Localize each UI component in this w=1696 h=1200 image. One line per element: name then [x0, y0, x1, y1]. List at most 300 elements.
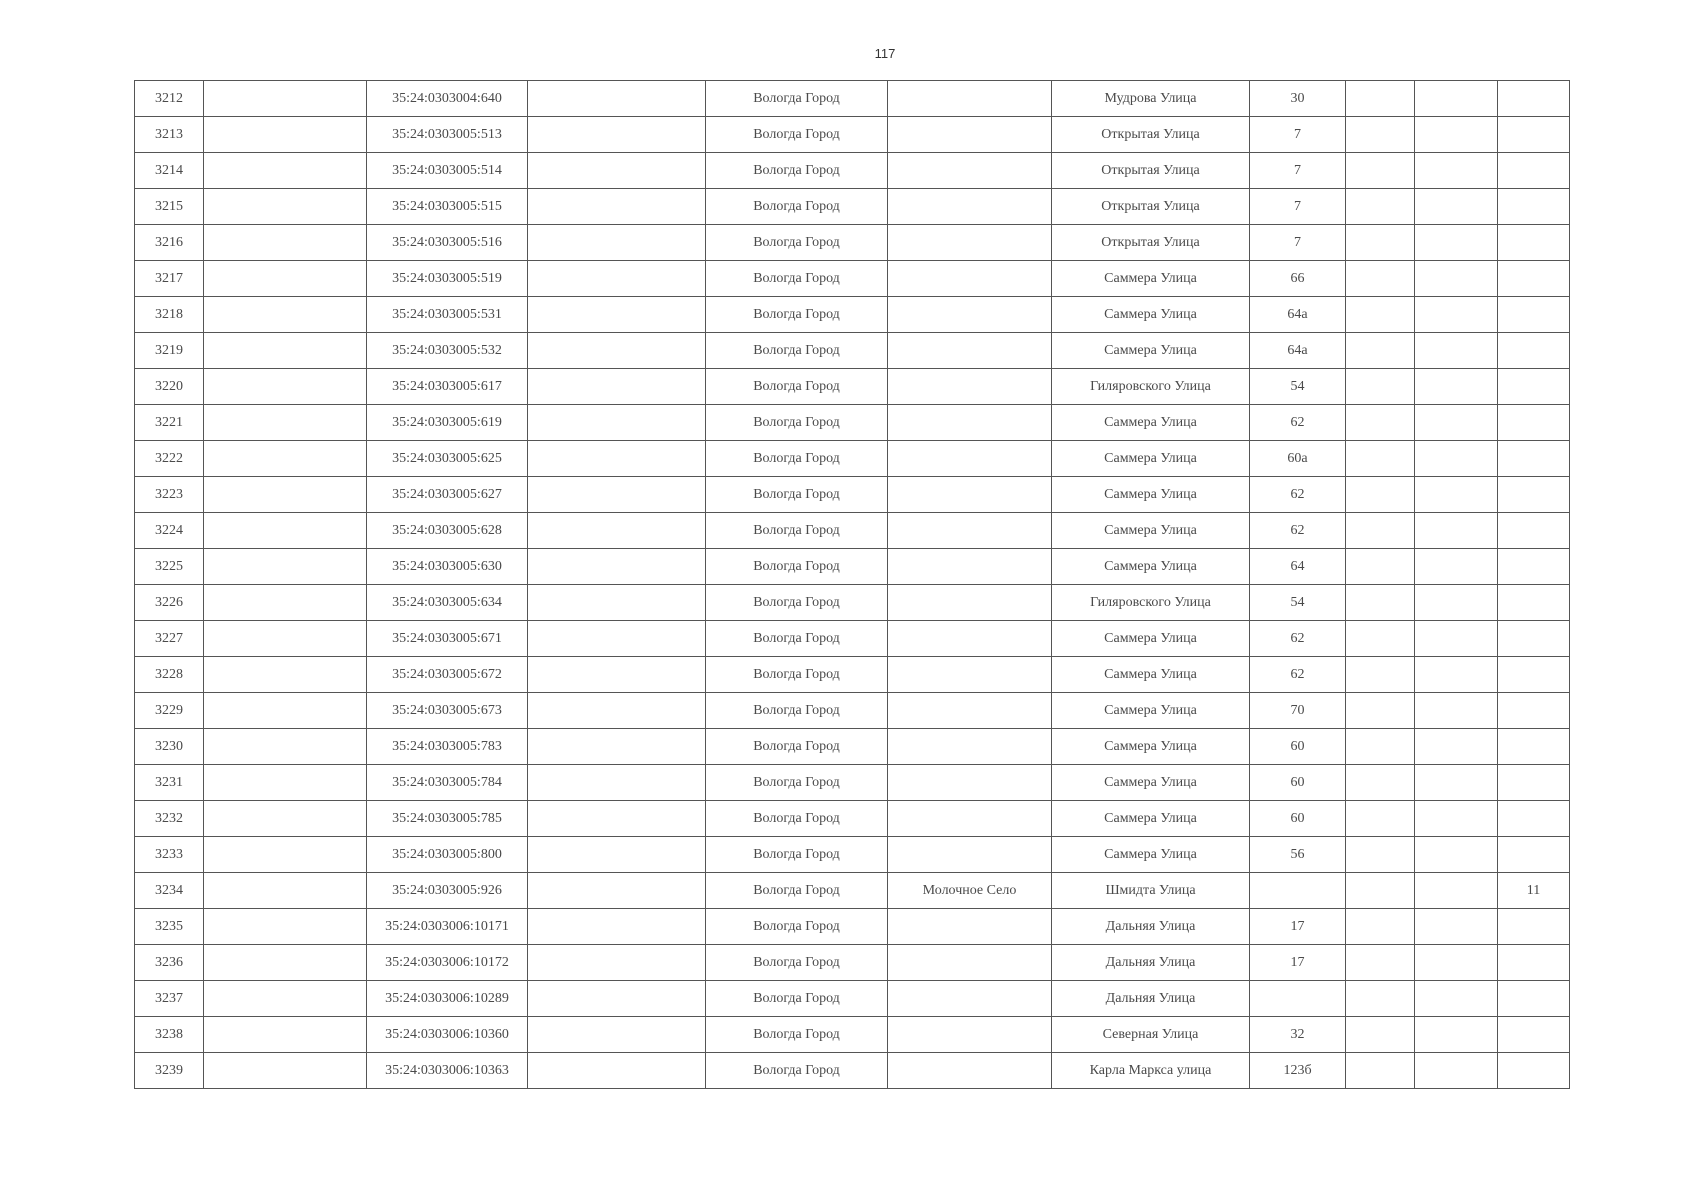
- house-number-cell: 54: [1250, 369, 1346, 405]
- extra-number-cell: 11: [1498, 873, 1570, 909]
- locality-cell: [888, 657, 1052, 693]
- city-cell: Вологда Город: [706, 909, 888, 945]
- city-cell: Вологда Город: [706, 837, 888, 873]
- extra-number-cell: [1498, 621, 1570, 657]
- table-row: [135, 621, 1570, 657]
- row-number-cell: 3231: [135, 765, 204, 801]
- empty-cell-d: [528, 261, 706, 297]
- empty-cell-b: [204, 117, 367, 153]
- cadastral-number-cell: 35:24:0303006:10360: [367, 1017, 528, 1053]
- street-cell: Саммера Улица: [1052, 261, 1250, 297]
- city-cell: Вологда Город: [706, 81, 888, 117]
- extra-number-cell: [1498, 189, 1570, 225]
- extra-number-cell: [1498, 981, 1570, 1017]
- cadastral-number-cell: 35:24:0303005:619: [367, 405, 528, 441]
- empty-cell-j: [1415, 909, 1498, 945]
- empty-cell-d: [528, 621, 706, 657]
- empty-cell-i: [1346, 477, 1415, 513]
- cadastral-number-cell: 35:24:0303005:531: [367, 297, 528, 333]
- house-number-cell: 17: [1250, 945, 1346, 981]
- empty-cell-b: [204, 297, 367, 333]
- empty-cell-b: [204, 945, 367, 981]
- table-row: [135, 153, 1570, 189]
- row-number-cell: 3217: [135, 261, 204, 297]
- cadastral-number-cell: 35:24:0303005:926: [367, 873, 528, 909]
- row-number-cell: 3225: [135, 549, 204, 585]
- locality-cell: [888, 1053, 1052, 1089]
- street-cell: Открытая Улица: [1052, 153, 1250, 189]
- city-cell: Вологда Город: [706, 1053, 888, 1089]
- house-number-cell: 62: [1250, 657, 1346, 693]
- city-cell: Вологда Город: [706, 981, 888, 1017]
- empty-cell-j: [1415, 585, 1498, 621]
- city-cell: Вологда Город: [706, 441, 888, 477]
- empty-cell-j: [1415, 729, 1498, 765]
- empty-cell-d: [528, 369, 706, 405]
- empty-cell-i: [1346, 333, 1415, 369]
- empty-cell-i: [1346, 225, 1415, 261]
- empty-cell-b: [204, 225, 367, 261]
- city-cell: Вологда Город: [706, 621, 888, 657]
- cadastral-number-cell: 35:24:0303005:627: [367, 477, 528, 513]
- row-number-cell: 3237: [135, 981, 204, 1017]
- empty-cell-d: [528, 873, 706, 909]
- empty-cell-j: [1415, 369, 1498, 405]
- extra-number-cell: [1498, 297, 1570, 333]
- locality-cell: [888, 513, 1052, 549]
- street-cell: Саммера Улица: [1052, 549, 1250, 585]
- city-cell: Вологда Город: [706, 549, 888, 585]
- extra-number-cell: [1498, 1017, 1570, 1053]
- empty-cell-j: [1415, 117, 1498, 153]
- empty-cell-d: [528, 297, 706, 333]
- empty-cell-d: [528, 117, 706, 153]
- street-cell: Саммера Улица: [1052, 405, 1250, 441]
- locality-cell: [888, 837, 1052, 873]
- row-number-cell: 3214: [135, 153, 204, 189]
- city-cell: Вологда Город: [706, 261, 888, 297]
- empty-cell-i: [1346, 873, 1415, 909]
- city-cell: Вологда Город: [706, 585, 888, 621]
- empty-cell-d: [528, 81, 706, 117]
- table-row: [135, 801, 1570, 837]
- empty-cell-d: [528, 477, 706, 513]
- extra-number-cell: [1498, 585, 1570, 621]
- locality-cell: Молочное Село: [888, 873, 1052, 909]
- city-cell: Вологда Город: [706, 801, 888, 837]
- table-row: [135, 81, 1570, 117]
- city-cell: Вологда Город: [706, 189, 888, 225]
- street-cell: Саммера Улица: [1052, 801, 1250, 837]
- cadastral-number-cell: 35:24:0303006:10172: [367, 945, 528, 981]
- locality-cell: [888, 909, 1052, 945]
- empty-cell-b: [204, 549, 367, 585]
- empty-cell-d: [528, 729, 706, 765]
- table-row: [135, 1053, 1570, 1089]
- street-cell: Открытая Улица: [1052, 225, 1250, 261]
- extra-number-cell: [1498, 549, 1570, 585]
- locality-cell: [888, 297, 1052, 333]
- cadastral-number-cell: 35:24:0303005:515: [367, 189, 528, 225]
- street-cell: Саммера Улица: [1052, 837, 1250, 873]
- row-number-cell: 3229: [135, 693, 204, 729]
- city-cell: Вологда Город: [706, 945, 888, 981]
- empty-cell-i: [1346, 837, 1415, 873]
- empty-cell-d: [528, 189, 706, 225]
- cadastral-number-cell: 35:24:0303005:785: [367, 801, 528, 837]
- empty-cell-b: [204, 1053, 367, 1089]
- row-number-cell: 3213: [135, 117, 204, 153]
- street-cell: Дальняя Улица: [1052, 909, 1250, 945]
- empty-cell-i: [1346, 621, 1415, 657]
- row-number-cell: 3221: [135, 405, 204, 441]
- row-number-cell: 3227: [135, 621, 204, 657]
- city-cell: Вологда Город: [706, 693, 888, 729]
- house-number-cell: 17: [1250, 909, 1346, 945]
- house-number-cell: 32: [1250, 1017, 1346, 1053]
- table-row: [135, 945, 1570, 981]
- house-number-cell: 62: [1250, 513, 1346, 549]
- empty-cell-d: [528, 1017, 706, 1053]
- empty-cell-b: [204, 729, 367, 765]
- house-number-cell: 7: [1250, 225, 1346, 261]
- cadastral-number-cell: 35:24:0303005:514: [367, 153, 528, 189]
- extra-number-cell: [1498, 441, 1570, 477]
- extra-number-cell: [1498, 1053, 1570, 1089]
- cadastral-number-cell: 35:24:0303005:671: [367, 621, 528, 657]
- cadastral-number-cell: 35:24:0303005:628: [367, 513, 528, 549]
- extra-number-cell: [1498, 945, 1570, 981]
- table-row: [135, 261, 1570, 297]
- street-cell: Саммера Улица: [1052, 729, 1250, 765]
- extra-number-cell: [1498, 657, 1570, 693]
- empty-cell-b: [204, 837, 367, 873]
- row-number-cell: 3218: [135, 297, 204, 333]
- empty-cell-j: [1415, 693, 1498, 729]
- table-row: [135, 981, 1570, 1017]
- row-number-cell: 3236: [135, 945, 204, 981]
- extra-number-cell: [1498, 693, 1570, 729]
- extra-number-cell: [1498, 225, 1570, 261]
- cadastral-number-cell: 35:24:0303005:532: [367, 333, 528, 369]
- empty-cell-b: [204, 657, 367, 693]
- empty-cell-b: [204, 441, 367, 477]
- locality-cell: [888, 585, 1052, 621]
- house-number-cell: 66: [1250, 261, 1346, 297]
- empty-cell-d: [528, 837, 706, 873]
- city-cell: Вологда Город: [706, 333, 888, 369]
- empty-cell-j: [1415, 189, 1498, 225]
- city-cell: Вологда Город: [706, 1017, 888, 1053]
- cadastral-number-cell: 35:24:0303005:673: [367, 693, 528, 729]
- house-number-cell: 54: [1250, 585, 1346, 621]
- registry-table: [134, 80, 1570, 1089]
- row-number-cell: 3239: [135, 1053, 204, 1089]
- street-cell: Саммера Улица: [1052, 513, 1250, 549]
- row-number-cell: 3216: [135, 225, 204, 261]
- table-row: [135, 477, 1570, 513]
- locality-cell: [888, 729, 1052, 765]
- row-number-cell: 3220: [135, 369, 204, 405]
- table-row: [135, 837, 1570, 873]
- empty-cell-b: [204, 81, 367, 117]
- street-cell: Саммера Улица: [1052, 765, 1250, 801]
- locality-cell: [888, 261, 1052, 297]
- city-cell: Вологда Город: [706, 405, 888, 441]
- city-cell: Вологда Город: [706, 297, 888, 333]
- empty-cell-j: [1415, 81, 1498, 117]
- table-row: [135, 1017, 1570, 1053]
- cadastral-number-cell: 35:24:0303006:10363: [367, 1053, 528, 1089]
- house-number-cell: 30: [1250, 81, 1346, 117]
- row-number-cell: 3222: [135, 441, 204, 477]
- locality-cell: [888, 945, 1052, 981]
- street-cell: Саммера Улица: [1052, 477, 1250, 513]
- empty-cell-b: [204, 369, 367, 405]
- empty-cell-i: [1346, 801, 1415, 837]
- table-row: [135, 405, 1570, 441]
- extra-number-cell: [1498, 117, 1570, 153]
- extra-number-cell: [1498, 729, 1570, 765]
- house-number-cell: 7: [1250, 153, 1346, 189]
- table-row: [135, 765, 1570, 801]
- house-number-cell: [1250, 981, 1346, 1017]
- empty-cell-i: [1346, 981, 1415, 1017]
- empty-cell-i: [1346, 909, 1415, 945]
- house-number-cell: 7: [1250, 189, 1346, 225]
- empty-cell-d: [528, 585, 706, 621]
- empty-cell-j: [1415, 153, 1498, 189]
- page-number: 117: [874, 46, 896, 61]
- empty-cell-b: [204, 765, 367, 801]
- house-number-cell: 60: [1250, 801, 1346, 837]
- table-row: [135, 333, 1570, 369]
- cadastral-number-cell: 35:24:0303005:519: [367, 261, 528, 297]
- house-number-cell: 62: [1250, 405, 1346, 441]
- empty-cell-i: [1346, 729, 1415, 765]
- empty-cell-d: [528, 225, 706, 261]
- empty-cell-d: [528, 441, 706, 477]
- extra-number-cell: [1498, 405, 1570, 441]
- row-number-cell: 3233: [135, 837, 204, 873]
- empty-cell-j: [1415, 873, 1498, 909]
- empty-cell-i: [1346, 441, 1415, 477]
- street-cell: Северная Улица: [1052, 1017, 1250, 1053]
- empty-cell-i: [1346, 1017, 1415, 1053]
- locality-cell: [888, 477, 1052, 513]
- empty-cell-b: [204, 1017, 367, 1053]
- street-cell: Саммера Улица: [1052, 693, 1250, 729]
- table-row: [135, 693, 1570, 729]
- table-row: [135, 873, 1570, 909]
- empty-cell-j: [1415, 549, 1498, 585]
- table-row: [135, 513, 1570, 549]
- locality-cell: [888, 405, 1052, 441]
- empty-cell-j: [1415, 1017, 1498, 1053]
- city-cell: Вологда Город: [706, 657, 888, 693]
- extra-number-cell: [1498, 153, 1570, 189]
- cadastral-number-cell: 35:24:0303005:784: [367, 765, 528, 801]
- empty-cell-b: [204, 405, 367, 441]
- locality-cell: [888, 765, 1052, 801]
- empty-cell-i: [1346, 657, 1415, 693]
- house-number-cell: 7: [1250, 117, 1346, 153]
- empty-cell-j: [1415, 765, 1498, 801]
- registry-table-body: [135, 81, 1570, 1089]
- empty-cell-i: [1346, 405, 1415, 441]
- row-number-cell: 3224: [135, 513, 204, 549]
- row-number-cell: 3226: [135, 585, 204, 621]
- locality-cell: [888, 621, 1052, 657]
- cadastral-number-cell: 35:24:0303005:513: [367, 117, 528, 153]
- table-row: [135, 729, 1570, 765]
- table-row: [135, 441, 1570, 477]
- extra-number-cell: [1498, 261, 1570, 297]
- city-cell: Вологда Город: [706, 369, 888, 405]
- row-number-cell: 3215: [135, 189, 204, 225]
- house-number-cell: 64: [1250, 549, 1346, 585]
- row-number-cell: 3212: [135, 81, 204, 117]
- empty-cell-d: [528, 801, 706, 837]
- empty-cell-j: [1415, 837, 1498, 873]
- street-cell: Саммера Улица: [1052, 441, 1250, 477]
- cadastral-number-cell: 35:24:0303005:625: [367, 441, 528, 477]
- cadastral-number-cell: 35:24:0303005:617: [367, 369, 528, 405]
- city-cell: Вологда Город: [706, 117, 888, 153]
- cadastral-number-cell: 35:24:0303004:640: [367, 81, 528, 117]
- empty-cell-i: [1346, 1053, 1415, 1089]
- empty-cell-d: [528, 981, 706, 1017]
- row-number-cell: 3232: [135, 801, 204, 837]
- house-number-cell: 62: [1250, 477, 1346, 513]
- empty-cell-i: [1346, 369, 1415, 405]
- street-cell: Саммера Улица: [1052, 297, 1250, 333]
- empty-cell-d: [528, 765, 706, 801]
- row-number-cell: 3238: [135, 1017, 204, 1053]
- empty-cell-j: [1415, 297, 1498, 333]
- empty-cell-j: [1415, 981, 1498, 1017]
- empty-cell-b: [204, 189, 367, 225]
- empty-cell-i: [1346, 549, 1415, 585]
- locality-cell: [888, 1017, 1052, 1053]
- empty-cell-d: [528, 693, 706, 729]
- city-cell: Вологда Город: [706, 873, 888, 909]
- empty-cell-d: [528, 153, 706, 189]
- empty-cell-b: [204, 801, 367, 837]
- empty-cell-j: [1415, 441, 1498, 477]
- empty-cell-i: [1346, 261, 1415, 297]
- empty-cell-b: [204, 477, 367, 513]
- empty-cell-b: [204, 873, 367, 909]
- locality-cell: [888, 981, 1052, 1017]
- empty-cell-d: [528, 657, 706, 693]
- locality-cell: [888, 693, 1052, 729]
- empty-cell-i: [1346, 117, 1415, 153]
- extra-number-cell: [1498, 765, 1570, 801]
- empty-cell-i: [1346, 945, 1415, 981]
- empty-cell-j: [1415, 333, 1498, 369]
- street-cell: Карла Маркса улица: [1052, 1053, 1250, 1089]
- empty-cell-b: [204, 621, 367, 657]
- cadastral-number-cell: 35:24:0303005:800: [367, 837, 528, 873]
- row-number-cell: 3235: [135, 909, 204, 945]
- house-number-cell: 60: [1250, 765, 1346, 801]
- street-cell: Открытая Улица: [1052, 189, 1250, 225]
- empty-cell-j: [1415, 945, 1498, 981]
- table-row: [135, 297, 1570, 333]
- extra-number-cell: [1498, 801, 1570, 837]
- table-row: [135, 225, 1570, 261]
- table-row: [135, 657, 1570, 693]
- city-cell: Вологда Город: [706, 765, 888, 801]
- locality-cell: [888, 441, 1052, 477]
- empty-cell-i: [1346, 693, 1415, 729]
- locality-cell: [888, 225, 1052, 261]
- city-cell: Вологда Город: [706, 153, 888, 189]
- extra-number-cell: [1498, 837, 1570, 873]
- row-number-cell: 3234: [135, 873, 204, 909]
- street-cell: Шмидта Улица: [1052, 873, 1250, 909]
- empty-cell-i: [1346, 513, 1415, 549]
- city-cell: Вологда Город: [706, 513, 888, 549]
- cadastral-number-cell: 35:24:0303005:516: [367, 225, 528, 261]
- street-cell: Саммера Улица: [1052, 657, 1250, 693]
- table-row: [135, 909, 1570, 945]
- cadastral-number-cell: 35:24:0303006:10171: [367, 909, 528, 945]
- table-row: [135, 117, 1570, 153]
- empty-cell-i: [1346, 189, 1415, 225]
- cadastral-number-cell: 35:24:0303006:10289: [367, 981, 528, 1017]
- empty-cell-i: [1346, 765, 1415, 801]
- empty-cell-j: [1415, 513, 1498, 549]
- street-cell: Саммера Улица: [1052, 621, 1250, 657]
- row-number-cell: 3219: [135, 333, 204, 369]
- street-cell: Открытая Улица: [1052, 117, 1250, 153]
- empty-cell-j: [1415, 477, 1498, 513]
- house-number-cell: 70: [1250, 693, 1346, 729]
- house-number-cell: 60а: [1250, 441, 1346, 477]
- street-cell: Саммера Улица: [1052, 333, 1250, 369]
- empty-cell-d: [528, 549, 706, 585]
- street-cell: Гиляровского Улица: [1052, 369, 1250, 405]
- empty-cell-d: [528, 945, 706, 981]
- empty-cell-b: [204, 909, 367, 945]
- empty-cell-b: [204, 513, 367, 549]
- empty-cell-j: [1415, 405, 1498, 441]
- empty-cell-d: [528, 909, 706, 945]
- cadastral-number-cell: 35:24:0303005:672: [367, 657, 528, 693]
- extra-number-cell: [1498, 909, 1570, 945]
- empty-cell-b: [204, 693, 367, 729]
- extra-number-cell: [1498, 333, 1570, 369]
- street-cell: Дальняя Улица: [1052, 945, 1250, 981]
- extra-number-cell: [1498, 477, 1570, 513]
- empty-cell-i: [1346, 153, 1415, 189]
- cadastral-number-cell: 35:24:0303005:634: [367, 585, 528, 621]
- locality-cell: [888, 153, 1052, 189]
- empty-cell-i: [1346, 297, 1415, 333]
- table-row: [135, 585, 1570, 621]
- house-number-cell: 60: [1250, 729, 1346, 765]
- empty-cell-d: [528, 513, 706, 549]
- table-row: [135, 189, 1570, 225]
- house-number-cell: [1250, 873, 1346, 909]
- street-cell: Мудрова Улица: [1052, 81, 1250, 117]
- row-number-cell: 3223: [135, 477, 204, 513]
- city-cell: Вологда Город: [706, 477, 888, 513]
- city-cell: Вологда Город: [706, 225, 888, 261]
- locality-cell: [888, 801, 1052, 837]
